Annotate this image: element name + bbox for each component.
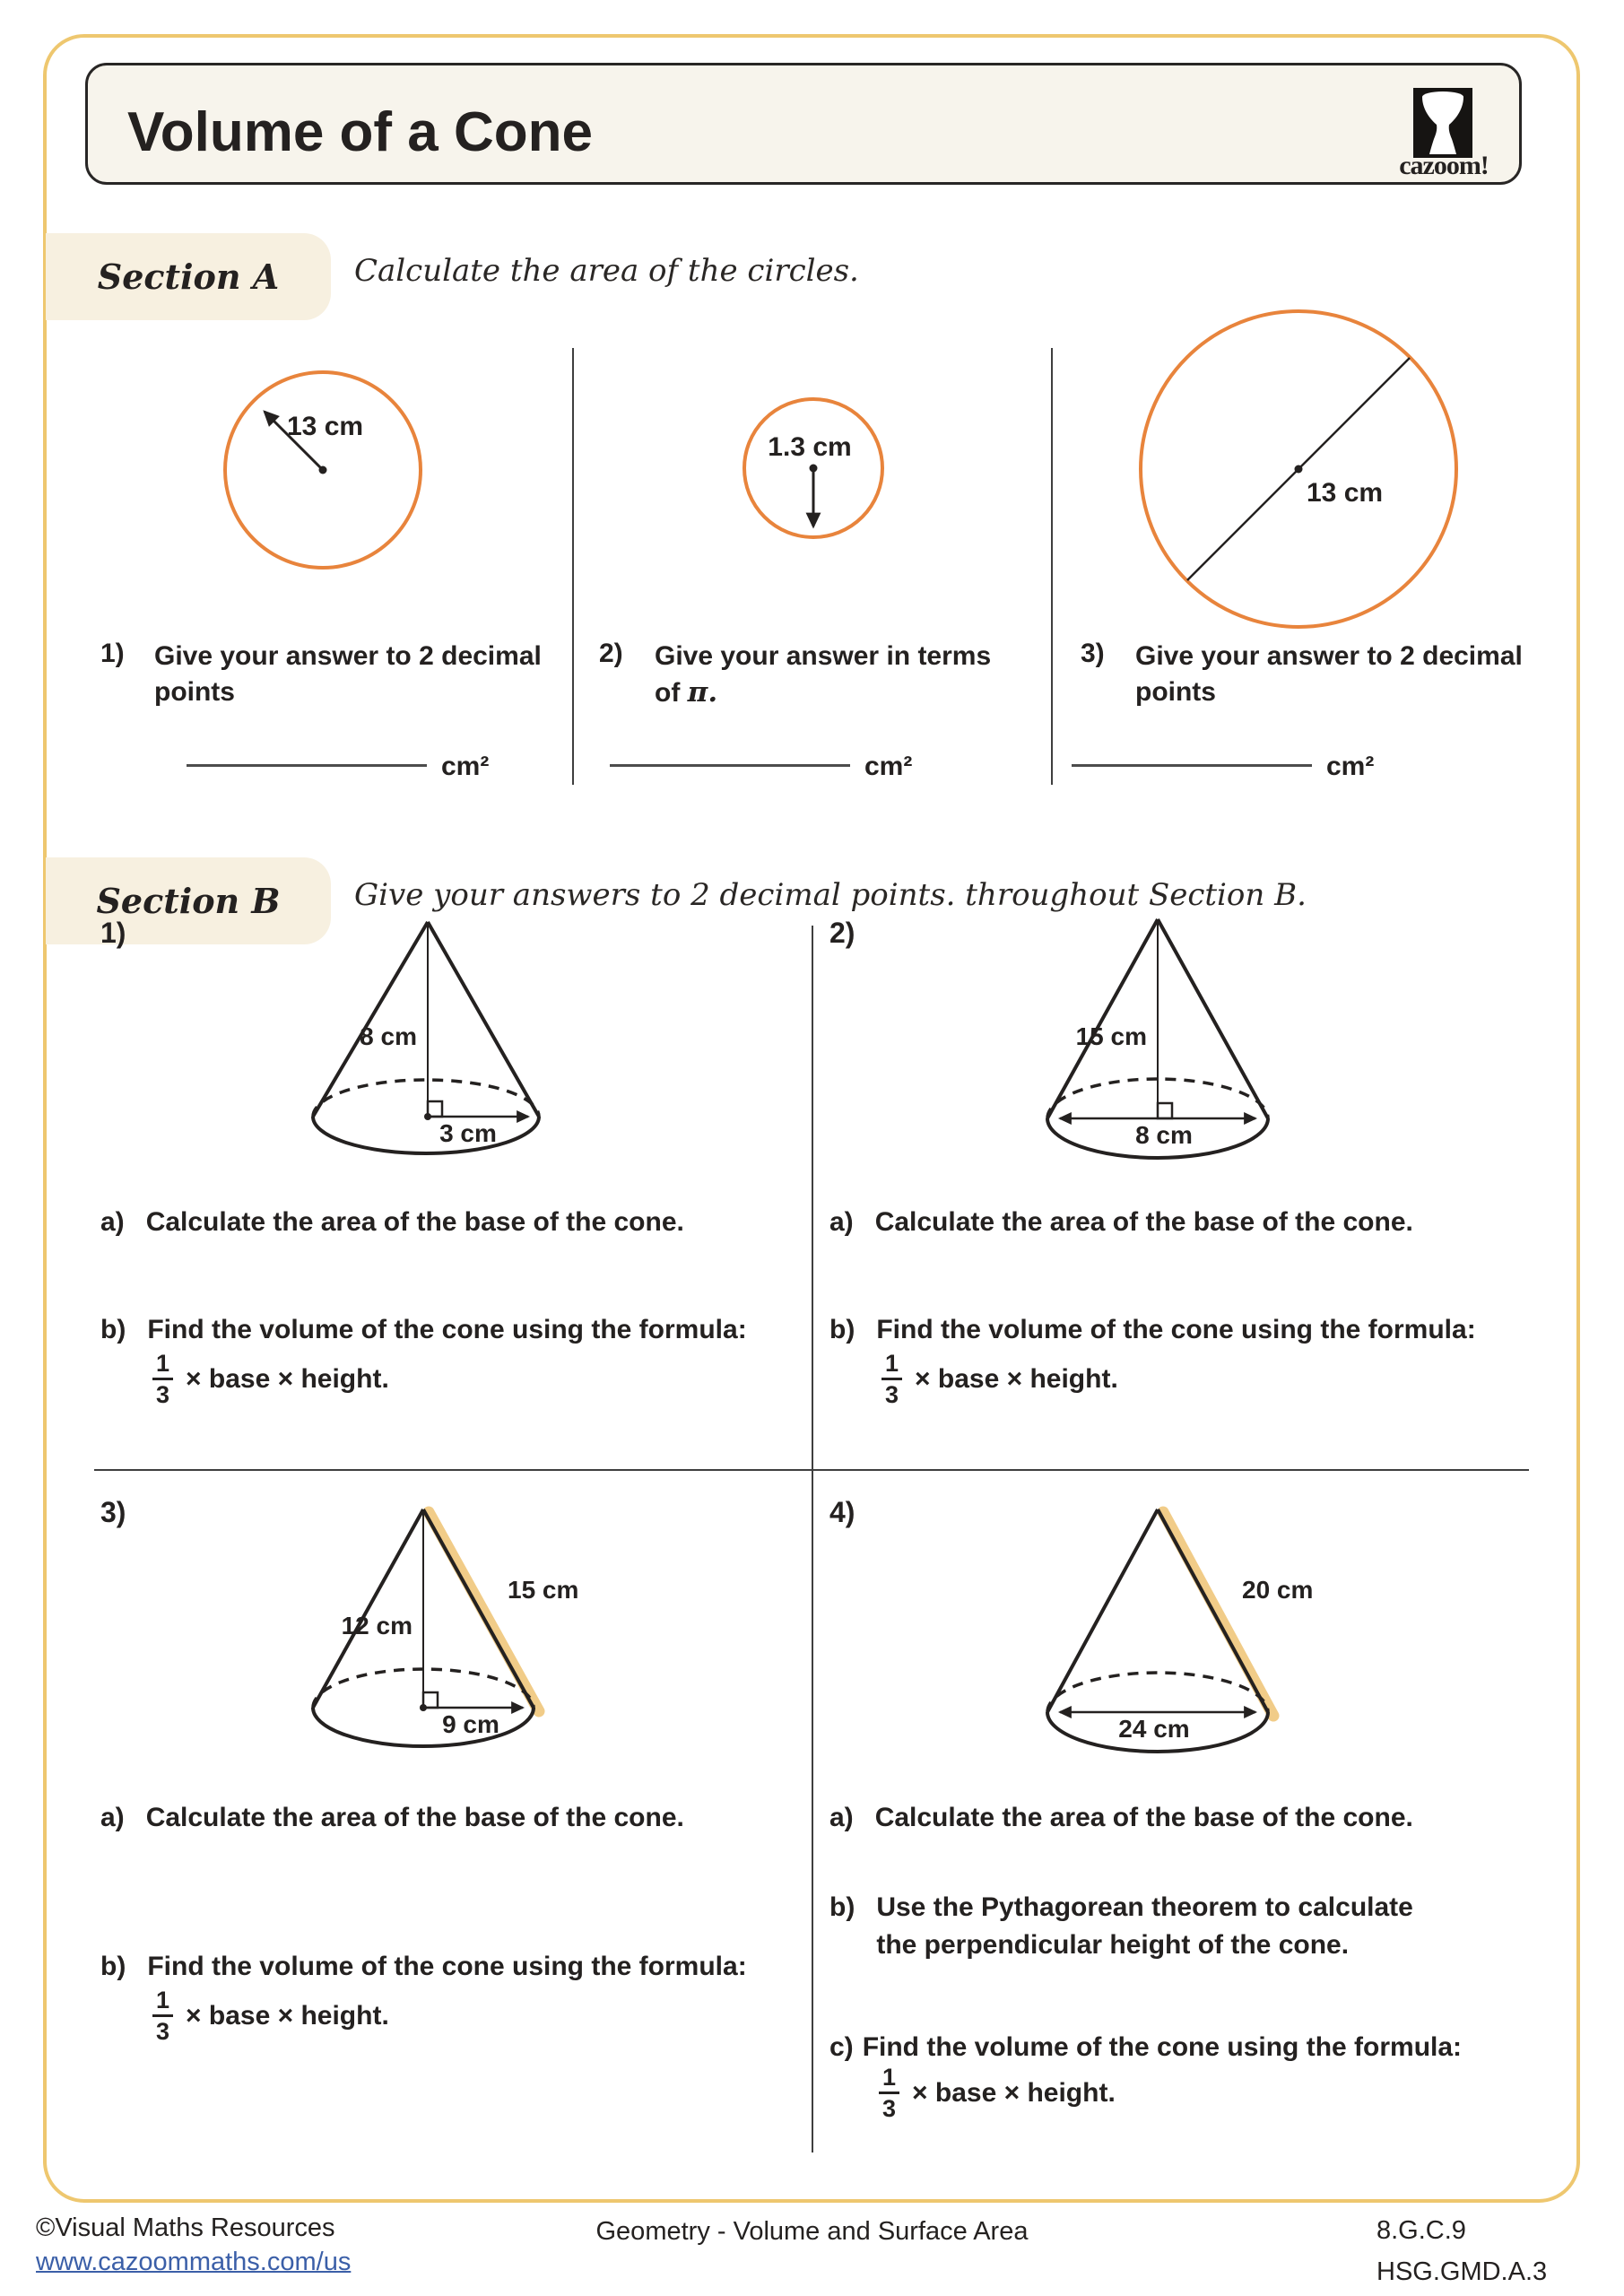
- part-text: Find the volume of the cone using the formula:: [862, 2032, 1463, 2062]
- slant-highlight: [1163, 1512, 1273, 1716]
- page-title: Volume of a Cone: [127, 101, 594, 163]
- cone-diagram-3: [287, 1489, 619, 1780]
- problem-number: 1): [100, 917, 126, 949]
- hidden-edge: [313, 1080, 539, 1117]
- answer-blank: [1072, 764, 1312, 767]
- height-label: 12 cm: [341, 1612, 413, 1639]
- diameter-label: 13 cm: [1307, 478, 1384, 508]
- question-text: Give your answer to 2 decimal points: [154, 641, 542, 707]
- right-angle-mark: [1158, 1103, 1172, 1118]
- part-text: Find the volume of the cone using the formula:: [147, 1315, 747, 1344]
- section-b-instruction: Give your answers to 2 decimal points. throughout Section B.: [354, 877, 1307, 913]
- footer-standards: [1376, 2210, 1547, 2292]
- part-label: b): [100, 1315, 126, 1344]
- fraction-one-third: $\frac{1}{3}$: [881, 1351, 902, 1408]
- height-line: [1158, 919, 1172, 1118]
- problem-part: [829, 1204, 1413, 1241]
- radius-label: 9 cm: [442, 1710, 499, 1738]
- cazoom-logo: [1413, 88, 1472, 158]
- volume-formula: [152, 1987, 389, 2045]
- problem-part: [829, 1799, 1413, 1837]
- problem-part: [100, 1799, 684, 1837]
- standard-code-1: 8.G.C.9: [1376, 2216, 1466, 2245]
- answer-blank: [610, 764, 850, 767]
- footer-copyright: ©Visual Maths Resources: [36, 2213, 335, 2242]
- radius-label: 3 cm: [439, 1119, 497, 1147]
- problem-number: 4): [829, 1496, 855, 1528]
- part-text: Find the volume of the cone using the formula:: [147, 1952, 747, 1981]
- row-divider: [94, 1469, 1529, 1471]
- cone-diagram-1: [287, 909, 601, 1191]
- slant-label: 20 cm: [1242, 1576, 1314, 1604]
- volume-formula: [152, 1351, 389, 1408]
- part-text: Calculate the area of the base of the cone.: [874, 1207, 1413, 1237]
- formula-rest: × base × height.: [915, 1363, 1118, 1394]
- cone-diagram-4: [1013, 1489, 1345, 1780]
- question-number: 2): [599, 639, 623, 668]
- slant-highlight: [429, 1512, 539, 1711]
- height-line: [424, 922, 442, 1120]
- part-text: Use the Pythagorean theorem to calculate the perpendicular height of the cone.: [876, 1892, 1413, 1960]
- formula-rest: × base × height.: [186, 1363, 389, 1394]
- part-text: Find the volume of the cone using the formula:: [876, 1315, 1476, 1344]
- section-a-tag: Section A: [46, 233, 331, 320]
- fraction-one-third: $\frac{1}{3}$: [152, 1351, 173, 1408]
- answer-unit: cm²: [1326, 752, 1375, 781]
- answer-blank: [187, 764, 427, 767]
- pi-symbol: π.: [687, 676, 718, 709]
- part-label: a): [100, 1803, 125, 1832]
- volume-formula: [881, 1351, 1118, 1408]
- column-divider: [572, 348, 574, 785]
- center-divider: [812, 926, 813, 2152]
- radius-arrow: [810, 465, 818, 527]
- fraction-one-third: $\frac{1}{3}$: [152, 1987, 173, 2045]
- footer-website-link[interactable]: www.cazoommaths.com/us: [36, 2248, 352, 2276]
- part-label: b): [829, 1315, 855, 1344]
- radius-label: 13 cm: [287, 412, 364, 441]
- problem-part: [100, 1311, 747, 1349]
- fraction-one-third: $\frac{1}{3}$: [879, 2065, 899, 2122]
- formula-rest: × base × height.: [912, 2077, 1116, 2108]
- column-divider: [1051, 348, 1053, 785]
- part-text: Calculate the area of the base of the cone.: [874, 1803, 1413, 1832]
- footer-topic: Geometry - Volume and Surface Area: [595, 2217, 1029, 2246]
- diameter-line: [1187, 358, 1410, 580]
- cazoom-wordmark: cazoom!: [1399, 151, 1489, 180]
- diameter-label: 24 cm: [1118, 1715, 1190, 1743]
- problem-part: [829, 1311, 1476, 1349]
- answer-unit: cm²: [864, 752, 913, 781]
- diameter-label: 8 cm: [1135, 1121, 1193, 1149]
- problem-part: [100, 1948, 747, 1986]
- part-label: a): [100, 1207, 125, 1237]
- problem-part: [100, 1204, 684, 1241]
- question-text: Give your answer to 2 decimal points: [1135, 641, 1523, 707]
- slant-label: 15 cm: [508, 1576, 579, 1604]
- problem-part: [829, 1889, 1413, 1964]
- section-a-instruction: Calculate the area of the circles.: [354, 253, 859, 289]
- problem-number: 2): [829, 917, 855, 949]
- part-text: Calculate the area of the base of the cone.: [145, 1207, 684, 1237]
- drum-icon: [1413, 88, 1472, 158]
- part-label: a): [829, 1803, 854, 1832]
- height-label: 8 cm: [360, 1022, 417, 1050]
- cone-diagram-2: [1013, 909, 1327, 1191]
- hidden-edge: [1047, 1673, 1268, 1712]
- question-text: Give your answer in terms of π.: [655, 641, 992, 709]
- part-label: a): [829, 1207, 854, 1237]
- part-label: b): [829, 1892, 855, 1922]
- radius-label: 1.3 cm: [768, 432, 852, 462]
- part-text: Calculate the area of the base of the cone.: [145, 1803, 684, 1832]
- problem-part: [829, 2029, 1462, 2066]
- formula-rest: × base × height.: [186, 2000, 389, 2031]
- volume-formula: [879, 2065, 1116, 2122]
- part-label: b): [100, 1952, 126, 1981]
- question-number: 3): [1081, 639, 1105, 668]
- standard-code-2: HSG.GMD.A.3: [1376, 2257, 1548, 2286]
- height-line: [420, 1509, 438, 1711]
- problem-number: 3): [100, 1496, 126, 1528]
- question-number: 1): [100, 639, 125, 668]
- section-b-tag: Section B: [46, 857, 331, 944]
- part-label: c): [829, 2032, 854, 2062]
- answer-unit: cm²: [441, 752, 490, 781]
- height-label: 15 cm: [1075, 1022, 1147, 1050]
